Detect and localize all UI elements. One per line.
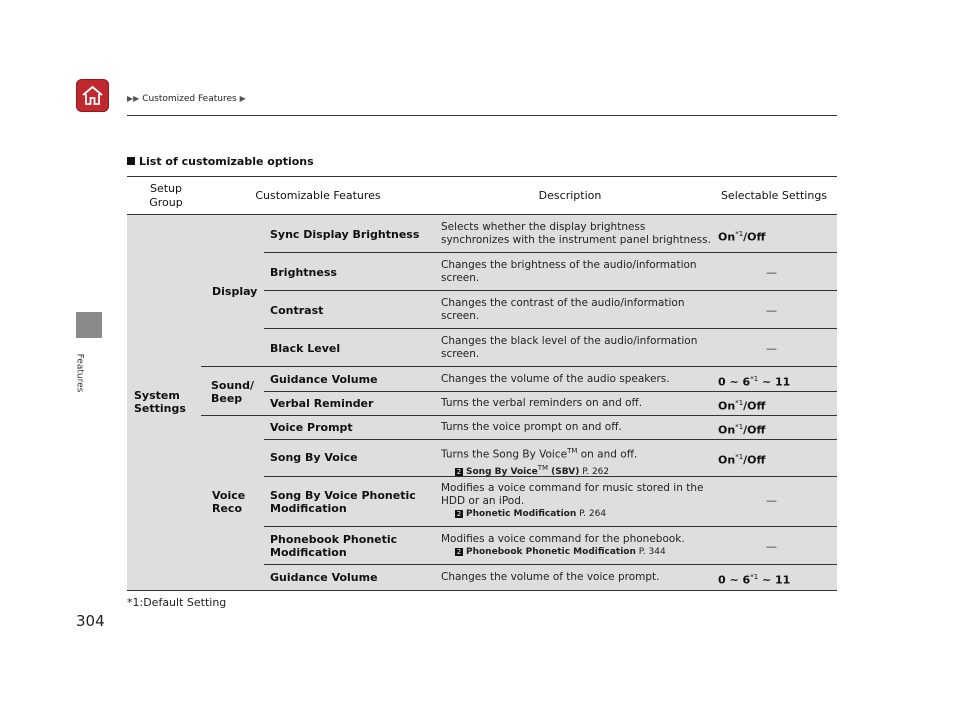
feature-song-by-voice: Song By Voice — [270, 451, 358, 464]
description: Modifies a voice command for the phonebook. 2 Phonebook Phonetic Modification P. 344 — [441, 533, 685, 557]
setting-value: On$^{*1}$/Off — [718, 399, 766, 413]
section-label: Features — [74, 353, 85, 393]
page-number: 304 — [76, 612, 105, 630]
feature-song-by-voice-phonetic-modification: Song By Voice Phonetic Modification — [270, 489, 416, 515]
home-button[interactable] — [76, 79, 109, 112]
setting-value: 0 ~ 6$^{*1}$ ~ 11 — [718, 375, 791, 389]
description: Changes the black level of the audio/information screen. — [441, 335, 698, 360]
setting-value: — — [766, 304, 777, 317]
description: Changes the volume of the voice prompt. — [441, 571, 660, 583]
description: Selects whether the display brightness synchronizes with the instrument panel brightness. — [441, 221, 711, 246]
description: Modifies a voice command for music stored in the HDD or an iPod. 2 Phonetic Modification P. 264 — [441, 482, 704, 519]
setting-value: — — [766, 342, 777, 355]
feature-guidance-volume-voice: Guidance Volume — [270, 571, 378, 584]
group-system-settings: System Settings — [134, 389, 186, 415]
header-features: Customizable Features — [255, 189, 381, 202]
header-description: Description — [538, 189, 602, 202]
header-divider — [127, 115, 837, 116]
row-divider — [264, 252, 837, 253]
cross-reference-link[interactable]: 2 Phonetic Modification P. 264 — [456, 509, 607, 519]
breadcrumb-label: Customized Features — [142, 94, 237, 104]
feature-brightness: Brightness — [270, 266, 337, 279]
description: Turns the Song By Voice™ on and off. 2 Song By Voice™ (SBV) P. 262 — [441, 447, 638, 477]
header-settings: Selectable Settings — [720, 189, 828, 202]
feature-contrast: Contrast — [270, 304, 324, 317]
setting-value: — — [766, 540, 777, 553]
feature-guidance-volume: Guidance Volume — [270, 373, 378, 386]
chevron-right-icon: ▶▶ — [127, 94, 140, 103]
home-icon — [81, 84, 104, 107]
feature-verbal-reminder: Verbal Reminder — [270, 397, 374, 410]
setting-value: On$^{*1}$/Off — [718, 230, 766, 244]
section-tab[interactable] — [76, 312, 102, 338]
chevron-right-icon: ▶ — [239, 94, 246, 103]
row-divider — [201, 366, 837, 367]
feature-sync-display-brightness: Sync Display Brightness — [270, 228, 420, 241]
setting-value: 0 ~ 6$^{*1}$ ~ 11 — [718, 573, 791, 587]
header-setup-group: Setup Group — [149, 182, 183, 209]
description: Changes the volume of the audio speakers. — [441, 373, 670, 385]
group-display: Display — [212, 285, 258, 298]
cross-reference-link[interactable]: 2 Phonebook Phonetic Modification P. 344 — [456, 547, 666, 557]
group-voice-reco: Voice Reco — [212, 489, 246, 515]
setting-value: — — [766, 494, 777, 507]
row-divider — [264, 564, 837, 565]
feature-phonebook-phonetic-modification: Phonebook Phonetic Modification — [270, 533, 398, 559]
description: Changes the brightness of the audio/information screen. — [441, 259, 697, 284]
group-sound-beep: Sound/ Beep — [211, 379, 255, 405]
feature-black-level: Black Level — [270, 342, 341, 355]
square-bullet-icon — [127, 157, 135, 165]
table-top-rule — [127, 176, 837, 177]
row-divider — [264, 290, 837, 291]
feature-voice-prompt: Voice Prompt — [270, 421, 353, 434]
description: Changes the contrast of the audio/information screen. — [441, 297, 685, 322]
description: Turns the verbal reminders on and off. — [441, 397, 643, 409]
row-divider — [264, 526, 837, 527]
row-divider — [264, 328, 837, 329]
reference-arrow-icon: 2 — [456, 548, 462, 556]
description: Turns the voice prompt on and off. — [441, 421, 622, 433]
reference-arrow-icon: 2 — [456, 510, 462, 518]
reference-arrow-icon: 2 — [456, 467, 462, 476]
row-divider — [264, 391, 837, 392]
row-divider — [201, 415, 837, 416]
setting-value: On$^{*1}$/Off — [718, 453, 766, 467]
setting-value: — — [766, 266, 777, 279]
cross-reference-link[interactable]: 2 Song By Voice™ (SBV) P. 262 — [456, 463, 610, 477]
breadcrumb[interactable] — [127, 94, 246, 104]
footnote: *1:Default Setting — [127, 596, 227, 609]
row-divider — [264, 439, 837, 440]
setting-value: On$^{*1}$/Off — [718, 423, 766, 437]
section-title: List of customizable options — [127, 155, 314, 168]
